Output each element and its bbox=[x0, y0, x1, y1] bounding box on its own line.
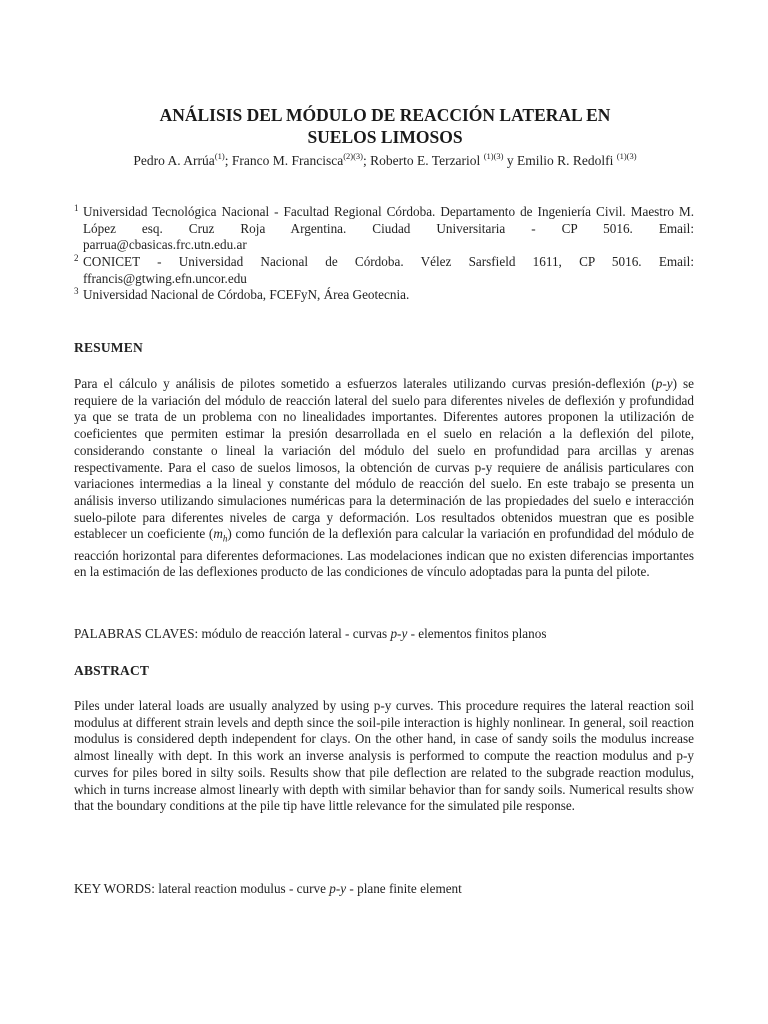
resumen-text: ) se requiere de la variación del módulo de reacción lateral del suelo para diferentes niveles de deflexión y profundidad ya que se trata de un problema con no linealidades importantes. Diferentes autores proponen la utilización de coeficientes que permiten estimar la presión desarrollada en el suelo en relación a la deflexión del pilote, considerando constante o lineal la variación del módulo del suelo en profundidad para arcillas y arenas respectivamente. Para el caso de suelos limosos, la obtención de curvas p-y requiere de análisis particulares con variaciones intermedias a la lineal y constante del módulo de reacción del suelo. En este trabajo se presenta un análisis inverso utilizando simulaciones numéricas para la determinación de las propiedades del suelo e interacción suelo-pilote para diferentes niveles de carga y deformación. Los resultados obtenidos muestran que es posible establecer un coeficiente ( bbox=[74, 376, 694, 542]
title-line-2: SUELOS LIMOSOS bbox=[307, 127, 463, 147]
affiliation-1 bbox=[74, 204, 694, 254]
affiliation-number: 1 bbox=[74, 203, 79, 213]
keywords-text: - elementos finitos planos bbox=[407, 626, 547, 641]
title-line-1: ANÁLISIS DEL MÓDULO DE REACCIÓN LATERAL EN bbox=[159, 105, 611, 125]
affiliation-2 bbox=[74, 254, 694, 287]
author-separator: ; bbox=[363, 153, 371, 168]
resumen-paragraph bbox=[74, 376, 694, 581]
resumen-heading: RESUMEN bbox=[74, 340, 143, 355]
keywords-text: PALABRAS CLAVES: módulo de reacción lateral - curvas bbox=[74, 626, 391, 641]
affiliation-email: ffrancis@gtwing.efn.uncor.edu bbox=[83, 270, 247, 286]
affiliation-text: CONICET - Universidad Nacional de Córdoba. Vélez Sarsfield 1611, CP 5016. Email: bbox=[83, 254, 694, 269]
keywords-text: - plane finite element bbox=[346, 881, 462, 896]
resumen-text: Para el cálculo y análisis de pilotes sometido a esfuerzos laterales utilizando curvas presión-deflexión ( bbox=[74, 376, 656, 391]
author-affiliation-mark: (2)(3) bbox=[343, 151, 364, 161]
affiliation-text: Universidad Tecnológica Nacional - Facultad Regional Córdoba. Departamento de Ingeniería Civil. Maestro M. López esq. Cruz Roja Argentina. Ciudad Universitaria - CP 5016. Email: bbox=[83, 204, 694, 236]
abstract-paragraph: Piles under lateral loads are usually analyzed by using p-y curves. This procedure requires the lateral reaction soil modulus at different strain levels and depth since the soil-pile interaction is highly nonlinear. In general, soil reaction modulus is considered depth independent for clays. On the other hand, in case of sandy soils the modulus increase almost lineally with dept. In this work an inverse analysis is performed to compute the reaction modulus and p-y curves for piles bored in silty soils. Results show that pile deflection are related to the subgrade reaction modulus, which in turns increase almost linearly with depth with similar behavior than for sandy soils. Numerical results show that the boundary conditions at the pile tip have little relevance for the simulated pile response. bbox=[74, 698, 694, 814]
author-affiliation-mark: (1)(3) bbox=[616, 151, 637, 161]
affiliation-text: Universidad Nacional de Córdoba, FCEFyN, Área Geotecnia. bbox=[83, 287, 410, 302]
affiliation-number: 3 bbox=[74, 286, 79, 296]
keywords-italic-term: p-y bbox=[390, 626, 408, 641]
author-affiliation-mark: (1)(3) bbox=[483, 151, 504, 161]
author-name: Franco M. Francisca bbox=[231, 153, 344, 168]
resumen-italic-term: p-y bbox=[655, 376, 673, 391]
author-separator: ; bbox=[224, 153, 232, 168]
author-name: Emilio R. Redolfi bbox=[517, 153, 617, 168]
author-name: Roberto E. Terzariol bbox=[370, 153, 484, 168]
author-affiliation-mark: (1) bbox=[214, 151, 225, 161]
affiliation-email: parrua@cbasicas.frc.utn.edu.ar bbox=[83, 237, 247, 252]
palabras-claves bbox=[74, 626, 694, 642]
author-list bbox=[74, 151, 696, 171]
key-words bbox=[74, 881, 694, 897]
paper-title bbox=[74, 104, 696, 148]
affiliation-3 bbox=[74, 287, 694, 304]
abstract-heading: ABSTRACT bbox=[74, 663, 150, 678]
keywords-italic-term: p-y bbox=[329, 881, 347, 896]
coefficient-subscript: h bbox=[222, 533, 228, 544]
author-separator: y bbox=[503, 153, 518, 168]
coefficient-symbol: m bbox=[213, 526, 223, 542]
keywords-text: KEY WORDS: lateral reaction modulus - curve bbox=[74, 881, 330, 896]
author-name: Pedro A. Arrúa bbox=[133, 153, 215, 168]
affiliation-number: 2 bbox=[74, 253, 79, 263]
resumen-text: ) como función de la deflexión para calcular la variación en profundidad del módulo de reacción horizontal para diferentes deformaciones. Las modelaciones indican que no existen diferencias importantes en la estimación de las deflexiones producto de las condiciones de vínculo adoptadas para la punta del pilote. bbox=[74, 526, 694, 580]
